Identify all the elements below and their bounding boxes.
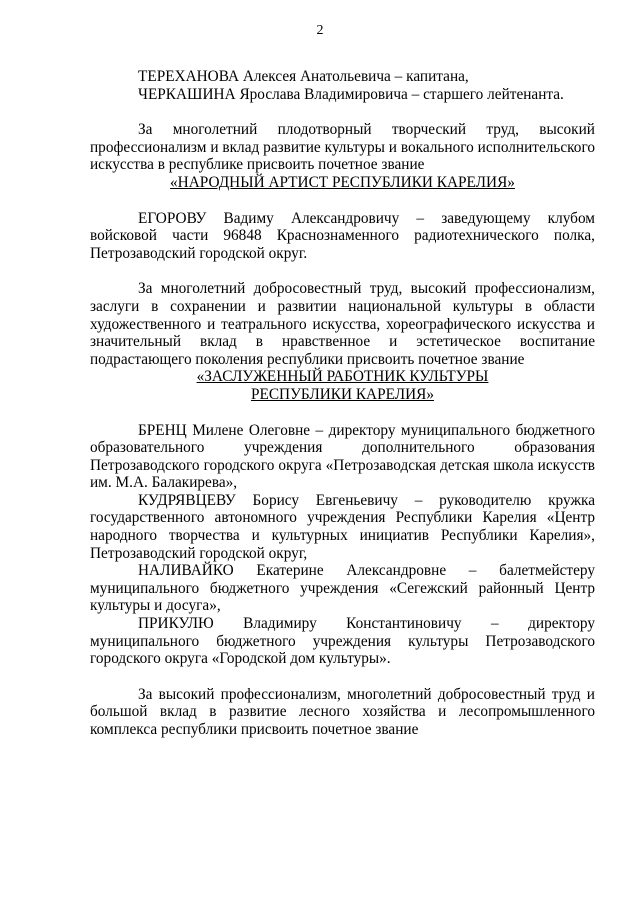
section1-awardee-egorov: ЕГОРОВУ Вадиму Александровичу – заведующему клубом войсковой части 96848 Краснознаменного радиотехнического полка, Петрозаводский городской округ. — [90, 209, 595, 262]
spacer — [90, 103, 595, 121]
section1-intro: За многолетний плодотворный творческий труд, высокий профессионализм и вклад развитие культуры и вокального исполнительского искусства в республике присвоить почетное звание — [90, 121, 595, 174]
section2-awardee-brents: БРЕНЦ Милене Олеговне – директору муниципального бюджетного образовательного учреждения дополнительного образования Петрозаводского городского округа «Петрозаводская детская школа искусств им. М.А. Балакирева», — [90, 421, 595, 492]
section2-title-line1: «ЗАСЛУЖЕННЫЙ РАБОТНИК КУЛЬТУРЫ — [196, 368, 489, 386]
section2-awardee-kudryavtsev: КУДРЯВЦЕВУ Борису Евгеньевичу – руководителю кружка государственного автономного учреждения Республики Карелия «Центр народного творчества и культурных инициатив Республики Карелия», Петрозаводский городской округ, — [90, 491, 595, 562]
section2-title-line2: РЕСПУБЛИКИ КАРЕЛИЯ» — [250, 385, 434, 403]
awardee-line-cherkashin: ЧЕРКАШИНА Ярослава Владимировича – старшего лейтенанта. — [138, 85, 564, 103]
spacer — [90, 404, 595, 422]
section1-title: «НАРОДНЫЙ АРТИСТ РЕСПУБЛИКИ КАРЕЛИЯ» — [170, 173, 515, 191]
page-number: 2 — [316, 23, 324, 38]
document-body — [90, 68, 595, 739]
section2-intro: За многолетний добросовестный труд, высокий профессионализм, заслуги в сохранении и развитии национальной культуры в области художественного и театрального искусства, хореографического искусства и значительный вклад в нравственное и эстетическое воспитание подрастающего поколения республики присвоить почетное звание — [90, 280, 595, 368]
section2-awardee-nalivaiko: НАЛИВАЙКО Екатерине Александровне – балетмейстеру муниципального бюджетного учреждения «Сегежский районный Центр культуры и досуга», — [90, 562, 595, 615]
section3-intro: За высокий профессионализм, многолетний добросовестный труд и большой вклад в развитие лесного хозяйства и лесопромышленного комплекса республики присвоить почетное звание — [90, 685, 595, 738]
awardee-line-terekhanov: ТЕРЕХАНОВА Алексея Анатольевича – капитана, — [138, 68, 469, 85]
section2-awardee-prikulyu: ПРИКУЛЮ Владимиру Константиновичу – директору муниципального бюджетного учреждения культуры Петрозаводского городского округа «Городской дом культуры». — [90, 615, 595, 668]
spacer — [90, 192, 595, 210]
spacer — [90, 262, 595, 280]
spacer — [90, 668, 595, 686]
